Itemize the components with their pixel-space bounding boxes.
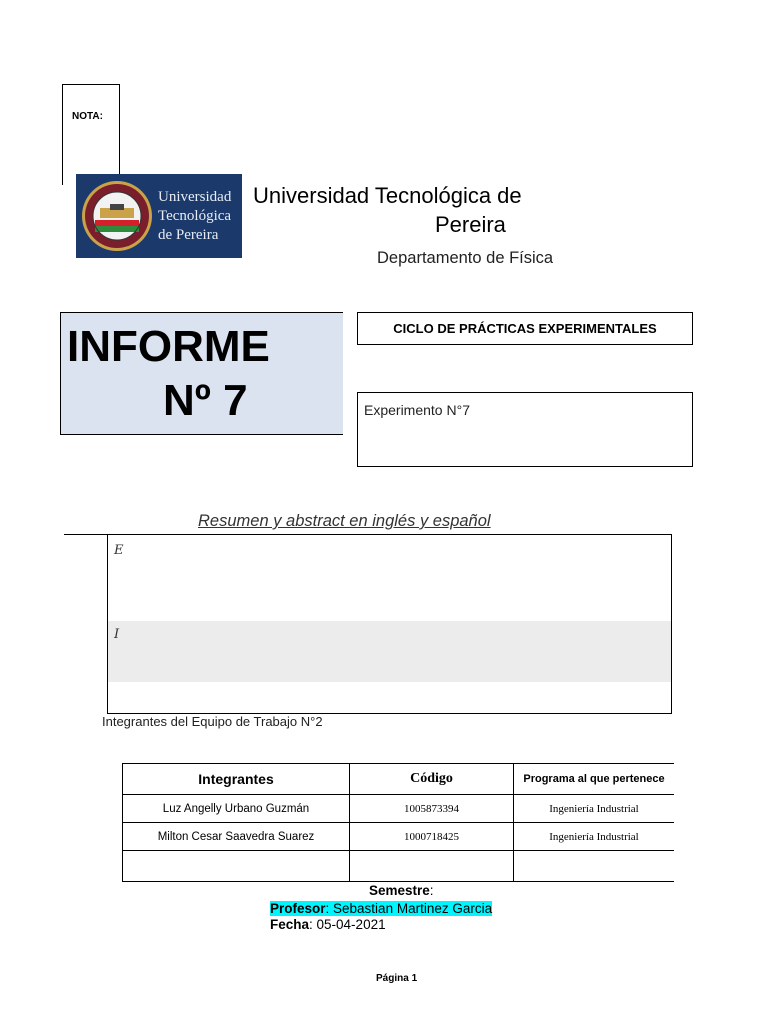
member-name: Milton Cesar Saavedra Suarez [123,823,350,851]
table-row [123,823,675,851]
summary-english-marker: E [114,543,124,558]
semester-colon: : [429,883,434,898]
logo-line: Universidad [158,189,232,205]
grade-label: NOTA: [72,111,103,122]
report-number: Nº 7 [163,376,248,425]
date-line [270,917,386,932]
report-title: INFORME [67,322,270,371]
date-label: Fecha [270,917,310,932]
university-name-line1: Universidad Tecnológica de [253,183,522,208]
header-codigo: Código [350,764,514,795]
table-header-row [123,764,675,795]
university-seal-icon [80,178,154,254]
summary-spanish-marker: I [114,627,120,642]
cycle-label: CICLO DE PRÁCTICAS EXPERIMENTALES [393,321,657,336]
cycle-box [357,312,693,345]
logo-line: Tecnológica [158,208,232,224]
grade-box [62,84,120,185]
semester-label: Semestre [369,883,430,898]
team-title: Integrantes del Equipo de Trabajo N°2 [102,714,323,729]
summary-title: Resumen y abstract en inglés y español [198,512,491,530]
summary-divider [64,534,108,535]
department-name: Departamento de Física [377,249,554,267]
header-integrantes: Integrantes [123,764,350,795]
member-code: 1000718425 [350,823,514,851]
logo-text [158,188,231,245]
team-table [122,763,674,882]
empty-cell [123,851,350,882]
professor-name: : Sebastian Martinez Garcia [325,901,493,916]
member-program: Ingeniería Industrial [514,823,675,851]
university-name-line2: Pereira [435,212,506,237]
member-code: 1005873394 [350,795,514,823]
semester-line [369,883,434,898]
summary-box [107,534,672,714]
header-programa: Programa al que pertenece [514,764,675,795]
logo-line: de Pereira [158,227,219,243]
experiment-box [357,392,693,467]
empty-cell [514,851,675,882]
page-number: Página 1 [376,973,418,984]
date-value: : 05-04-2021 [309,917,386,932]
university-logo [76,174,242,258]
summary-spanish-band [108,621,671,682]
table-row [123,795,675,823]
empty-cell [350,851,514,882]
experiment-label: Experimento N°7 [364,402,470,418]
professor-line [270,901,492,916]
table-row-empty [123,851,675,882]
professor-label: Profesor [270,901,326,916]
member-name: Luz Angelly Urbano Guzmán [123,795,350,823]
member-program: Ingeniería Industrial [514,795,675,823]
